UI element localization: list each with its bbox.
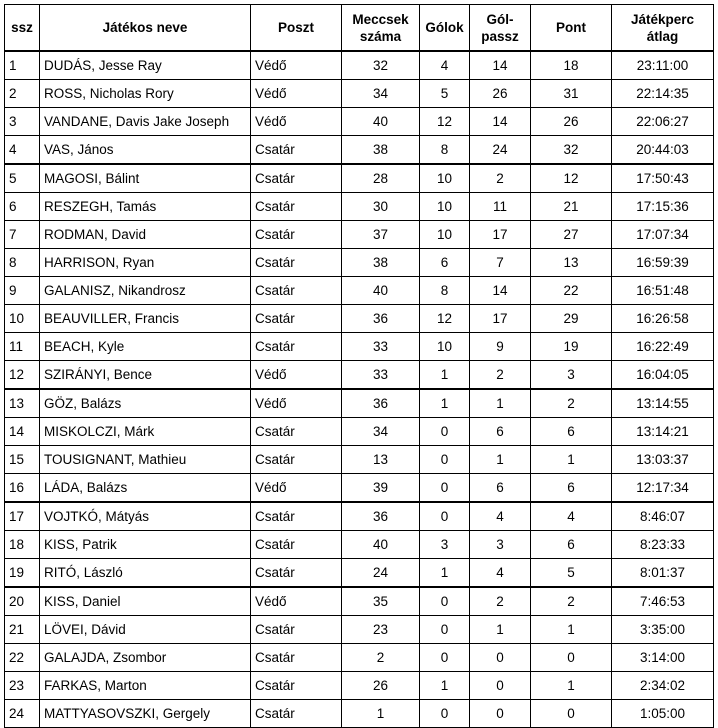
cell-position: Védő: [251, 361, 342, 390]
cell-position: Védő: [251, 389, 342, 418]
header-ssz: ssz: [5, 5, 40, 52]
cell-games-played: 40: [342, 277, 420, 305]
table-row: [5, 616, 714, 644]
cell-games-played: 40: [342, 531, 420, 559]
cell-avg-playing-time: 13:14:55: [612, 389, 714, 418]
cell-player-name: DUDÁS, Jesse Ray: [40, 51, 251, 80]
cell-games-played: 23: [342, 616, 420, 644]
cell-games-played: 39: [342, 474, 420, 503]
cell-player-name: TOUSIGNANT, Mathieu: [40, 446, 251, 474]
cell-games-played: 26: [342, 672, 420, 700]
cell-goals: 3: [420, 531, 470, 559]
cell-assists: 9: [470, 333, 531, 361]
table-row: [5, 389, 714, 418]
cell-assists: 0: [470, 700, 531, 728]
cell-games-played: 36: [342, 502, 420, 531]
cell-games-played: 37: [342, 221, 420, 249]
table-row: [5, 51, 714, 80]
cell-avg-playing-time: 16:59:39: [612, 249, 714, 277]
cell-games-played: 28: [342, 164, 420, 193]
cell-points: 31: [531, 80, 612, 108]
cell-assists: 0: [470, 644, 531, 672]
cell-position: Csatár: [251, 559, 342, 588]
cell-goals: 12: [420, 305, 470, 333]
cell-avg-playing-time: 13:14:21: [612, 418, 714, 446]
cell-games-played: 1: [342, 700, 420, 728]
cell-points: 21: [531, 193, 612, 221]
cell-avg-playing-time: 7:46:53: [612, 587, 714, 616]
header-games-played: Meccsek száma: [342, 5, 420, 52]
cell-player-name: ROSS, Nicholas Rory: [40, 80, 251, 108]
cell-player-name: MATTYASOVSZKI, Gergely: [40, 700, 251, 728]
cell-games-played: 2: [342, 644, 420, 672]
cell-position: Csatár: [251, 333, 342, 361]
cell-position: Csatár: [251, 193, 342, 221]
cell-player-name: VANDANE, Davis Jake Joseph: [40, 108, 251, 136]
cell-games-played: 34: [342, 80, 420, 108]
cell-goals: 1: [420, 361, 470, 390]
cell-goals: 0: [420, 502, 470, 531]
cell-avg-playing-time: 17:07:34: [612, 221, 714, 249]
cell-points: 2: [531, 389, 612, 418]
cell-avg-playing-time: 8:46:07: [612, 502, 714, 531]
cell-assists: 6: [470, 474, 531, 503]
cell-player-name: LÖVEI, Dávid: [40, 616, 251, 644]
cell-ssz: 7: [5, 221, 40, 249]
cell-goals: 8: [420, 136, 470, 165]
header-row: [5, 5, 714, 52]
cell-ssz: 13: [5, 389, 40, 418]
cell-player-name: VOJTKÓ, Mátyás: [40, 502, 251, 531]
cell-assists: 17: [470, 221, 531, 249]
cell-avg-playing-time: 3:14:00: [612, 644, 714, 672]
cell-ssz: 14: [5, 418, 40, 446]
table-row: [5, 644, 714, 672]
cell-position: Védő: [251, 474, 342, 503]
cell-points: 13: [531, 249, 612, 277]
cell-avg-playing-time: 1:05:00: [612, 700, 714, 728]
cell-avg-playing-time: 17:15:36: [612, 193, 714, 221]
cell-games-played: 33: [342, 361, 420, 390]
cell-goals: 5: [420, 80, 470, 108]
cell-games-played: 38: [342, 249, 420, 277]
cell-games-played: 40: [342, 108, 420, 136]
cell-position: Csatár: [251, 700, 342, 728]
cell-player-name: BEACH, Kyle: [40, 333, 251, 361]
cell-ssz: 8: [5, 249, 40, 277]
cell-games-played: 36: [342, 305, 420, 333]
cell-assists: 17: [470, 305, 531, 333]
cell-ssz: 21: [5, 616, 40, 644]
cell-goals: 1: [420, 559, 470, 588]
table-row: [5, 277, 714, 305]
cell-ssz: 15: [5, 446, 40, 474]
cell-assists: 14: [470, 51, 531, 80]
cell-ssz: 18: [5, 531, 40, 559]
cell-goals: 0: [420, 700, 470, 728]
cell-position: Csatár: [251, 502, 342, 531]
table-row: [5, 672, 714, 700]
cell-position: Csatár: [251, 277, 342, 305]
cell-games-played: 30: [342, 193, 420, 221]
cell-position: Csatár: [251, 164, 342, 193]
header-points: Pont: [531, 5, 612, 52]
cell-avg-playing-time: 8:23:33: [612, 531, 714, 559]
cell-goals: 12: [420, 108, 470, 136]
header-assists: Gól-passz: [470, 5, 531, 52]
cell-avg-playing-time: 13:03:37: [612, 446, 714, 474]
cell-points: 0: [531, 700, 612, 728]
cell-assists: 3: [470, 531, 531, 559]
cell-player-name: MAGOSI, Bálint: [40, 164, 251, 193]
header-avg-playing-time: Játékperc átlag: [612, 5, 714, 52]
table-row: [5, 193, 714, 221]
cell-assists: 4: [470, 502, 531, 531]
cell-goals: 10: [420, 333, 470, 361]
cell-goals: 8: [420, 277, 470, 305]
cell-points: 1: [531, 446, 612, 474]
cell-avg-playing-time: 22:14:35: [612, 80, 714, 108]
cell-points: 1: [531, 616, 612, 644]
cell-position: Védő: [251, 587, 342, 616]
cell-player-name: KISS, Patrik: [40, 531, 251, 559]
cell-points: 1: [531, 672, 612, 700]
cell-ssz: 3: [5, 108, 40, 136]
cell-player-name: BEAUVILLER, Francis: [40, 305, 251, 333]
cell-goals: 0: [420, 446, 470, 474]
cell-position: Védő: [251, 108, 342, 136]
cell-position: Védő: [251, 51, 342, 80]
cell-goals: 10: [420, 164, 470, 193]
cell-points: 0: [531, 644, 612, 672]
cell-avg-playing-time: 12:17:34: [612, 474, 714, 503]
cell-position: Csatár: [251, 305, 342, 333]
table-row: [5, 80, 714, 108]
cell-ssz: 10: [5, 305, 40, 333]
cell-games-played: 36: [342, 389, 420, 418]
cell-assists: 0: [470, 672, 531, 700]
table-row: [5, 700, 714, 728]
cell-player-name: FARKAS, Marton: [40, 672, 251, 700]
cell-points: 29: [531, 305, 612, 333]
cell-goals: 0: [420, 474, 470, 503]
cell-player-name: RITÓ, László: [40, 559, 251, 588]
cell-goals: 4: [420, 51, 470, 80]
cell-avg-playing-time: 3:35:00: [612, 616, 714, 644]
cell-ssz: 24: [5, 700, 40, 728]
cell-position: Csatár: [251, 418, 342, 446]
cell-position: Csatár: [251, 672, 342, 700]
cell-goals: 6: [420, 249, 470, 277]
table-row: [5, 446, 714, 474]
cell-assists: 14: [470, 108, 531, 136]
cell-player-name: MISKOLCZI, Márk: [40, 418, 251, 446]
cell-assists: 2: [470, 361, 531, 390]
cell-player-name: RODMAN, David: [40, 221, 251, 249]
cell-goals: 10: [420, 221, 470, 249]
table-row: [5, 418, 714, 446]
cell-games-played: 35: [342, 587, 420, 616]
cell-avg-playing-time: 17:50:43: [612, 164, 714, 193]
table-row: [5, 474, 714, 503]
cell-avg-playing-time: 16:22:49: [612, 333, 714, 361]
cell-avg-playing-time: 16:04:05: [612, 361, 714, 390]
table-row: [5, 221, 714, 249]
cell-games-played: 38: [342, 136, 420, 165]
cell-ssz: 2: [5, 80, 40, 108]
cell-points: 2: [531, 587, 612, 616]
cell-position: Csatár: [251, 446, 342, 474]
cell-ssz: 1: [5, 51, 40, 80]
cell-avg-playing-time: 16:26:58: [612, 305, 714, 333]
cell-points: 12: [531, 164, 612, 193]
table-row: [5, 249, 714, 277]
cell-ssz: 22: [5, 644, 40, 672]
cell-player-name: HARRISON, Ryan: [40, 249, 251, 277]
cell-games-played: 24: [342, 559, 420, 588]
cell-avg-playing-time: 23:11:00: [612, 51, 714, 80]
cell-points: 3: [531, 361, 612, 390]
cell-ssz: 5: [5, 164, 40, 193]
cell-position: Csatár: [251, 616, 342, 644]
cell-ssz: 4: [5, 136, 40, 165]
table-row: [5, 587, 714, 616]
table-row: [5, 136, 714, 165]
cell-position: Védő: [251, 80, 342, 108]
cell-points: 6: [531, 531, 612, 559]
cell-assists: 6: [470, 418, 531, 446]
cell-position: Csatár: [251, 644, 342, 672]
cell-assists: 14: [470, 277, 531, 305]
cell-ssz: 19: [5, 559, 40, 588]
cell-games-played: 34: [342, 418, 420, 446]
table-row: [5, 559, 714, 588]
cell-player-name: VAS, János: [40, 136, 251, 165]
table-body: [5, 51, 714, 728]
cell-games-played: 33: [342, 333, 420, 361]
player-stats-table: [4, 4, 714, 728]
cell-assists: 11: [470, 193, 531, 221]
cell-player-name: GALANISZ, Nikandrosz: [40, 277, 251, 305]
cell-points: 22: [531, 277, 612, 305]
cell-player-name: GÖZ, Balázs: [40, 389, 251, 418]
cell-assists: 26: [470, 80, 531, 108]
cell-goals: 1: [420, 389, 470, 418]
cell-assists: 2: [470, 587, 531, 616]
cell-ssz: 17: [5, 502, 40, 531]
cell-position: Csatár: [251, 221, 342, 249]
cell-points: 32: [531, 136, 612, 165]
cell-games-played: 32: [342, 51, 420, 80]
cell-points: 5: [531, 559, 612, 588]
cell-assists: 1: [470, 446, 531, 474]
cell-points: 18: [531, 51, 612, 80]
cell-assists: 7: [470, 249, 531, 277]
cell-goals: 0: [420, 616, 470, 644]
table-row: [5, 333, 714, 361]
cell-goals: 1: [420, 672, 470, 700]
cell-avg-playing-time: 8:01:37: [612, 559, 714, 588]
cell-ssz: 6: [5, 193, 40, 221]
cell-points: 6: [531, 474, 612, 503]
cell-goals: 0: [420, 587, 470, 616]
cell-position: Csatár: [251, 249, 342, 277]
cell-player-name: GALAJDA, Zsombor: [40, 644, 251, 672]
cell-goals: 0: [420, 644, 470, 672]
cell-player-name: SZIRÁNYI, Bence: [40, 361, 251, 390]
cell-position: Csatár: [251, 531, 342, 559]
cell-ssz: 11: [5, 333, 40, 361]
header-player-name: Játékos neve: [40, 5, 251, 52]
cell-assists: 1: [470, 389, 531, 418]
cell-ssz: 23: [5, 672, 40, 700]
cell-player-name: RESZEGH, Tamás: [40, 193, 251, 221]
cell-avg-playing-time: 2:34:02: [612, 672, 714, 700]
cell-ssz: 16: [5, 474, 40, 503]
cell-points: 27: [531, 221, 612, 249]
header-goals: Gólok: [420, 5, 470, 52]
cell-points: 6: [531, 418, 612, 446]
table-row: [5, 361, 714, 390]
cell-ssz: 20: [5, 587, 40, 616]
table-row: [5, 108, 714, 136]
cell-assists: 24: [470, 136, 531, 165]
cell-ssz: 9: [5, 277, 40, 305]
cell-points: 19: [531, 333, 612, 361]
cell-ssz: 12: [5, 361, 40, 390]
cell-goals: 10: [420, 193, 470, 221]
cell-points: 26: [531, 108, 612, 136]
table-row: [5, 502, 714, 531]
header-position: Poszt: [251, 5, 342, 52]
cell-player-name: KISS, Daniel: [40, 587, 251, 616]
cell-avg-playing-time: 20:44:03: [612, 136, 714, 165]
cell-avg-playing-time: 22:06:27: [612, 108, 714, 136]
cell-games-played: 13: [342, 446, 420, 474]
cell-assists: 2: [470, 164, 531, 193]
cell-points: 4: [531, 502, 612, 531]
table-row: [5, 164, 714, 193]
cell-assists: 1: [470, 616, 531, 644]
cell-goals: 0: [420, 418, 470, 446]
cell-position: Csatár: [251, 136, 342, 165]
table-row: [5, 531, 714, 559]
table-row: [5, 305, 714, 333]
cell-assists: 4: [470, 559, 531, 588]
cell-player-name: LÁDA, Balázs: [40, 474, 251, 503]
cell-avg-playing-time: 16:51:48: [612, 277, 714, 305]
